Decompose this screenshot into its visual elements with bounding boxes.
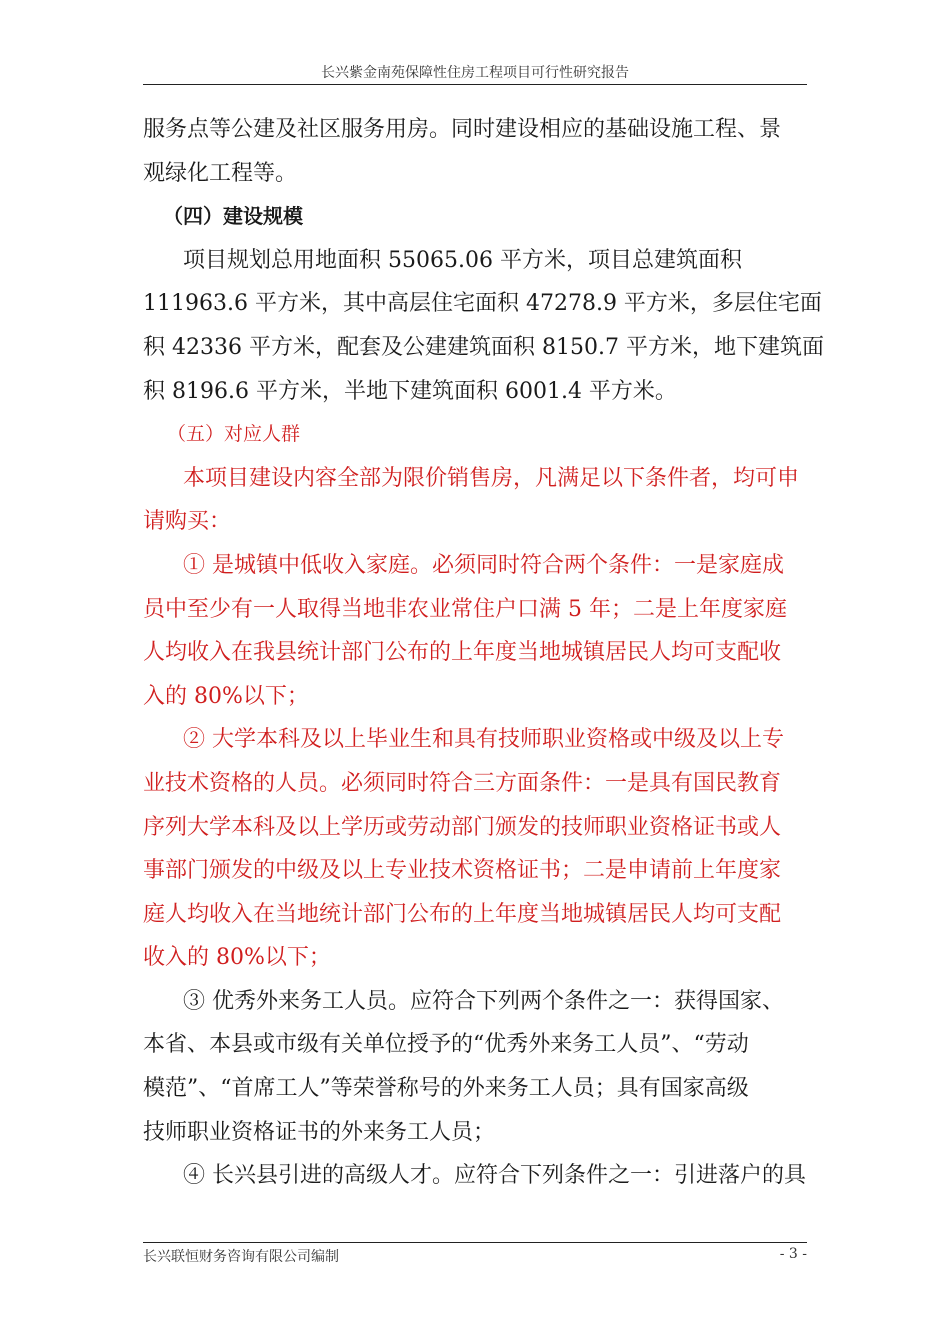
condition-3-line: 技师职业资格证书的外来务工人员； (143, 1119, 496, 1145)
page-header: 长兴紫金南苑保障性住房工程项目可行性研究报告 (321, 65, 629, 81)
footer-publisher: 长兴联恒财务咨询有限公司编制 (143, 1249, 339, 1265)
condition-2-line: 事部门颁发的中级及以上专业技术资格证书；二是申请前上年度家 (143, 858, 782, 884)
paragraph-line: 请购买： (143, 509, 232, 535)
page-number: - 3 - (779, 1246, 807, 1262)
condition-1-line: ① 是城镇中低收入家庭。必须同时符合两个条件：一是家庭成 (183, 552, 784, 578)
paragraph-line: 项目规划总用地面积 55065.06 平方米，项目总建筑面积 (183, 247, 742, 273)
paragraph-line: 观绿化工程等。 (143, 160, 298, 186)
condition-3-line: 模范”、“首席工人”等荣誉称号的外来务工人员；具有国家高级 (143, 1076, 749, 1102)
footer-rule (143, 1242, 807, 1243)
condition-2-line: 收入的 80%以下； (143, 945, 331, 971)
condition-2-line: ② 大学本科及以上毕业生和具有技师职业资格或中级及以上专 (183, 727, 784, 753)
paragraph-line: 服务点等公建及社区服务用房。同时建设相应的基础设施工程、景 (143, 117, 782, 142)
condition-2-line: 业技术资格的人员。必须同时符合三方面条件：一是具有国民教育 (143, 770, 782, 796)
section-heading-4: （四）建设规模 (163, 204, 303, 229)
section-heading-5: （五）对应人群 (167, 423, 301, 446)
condition-2-line: 序列大学本科及以上学历或劳动部门颁发的技师职业资格证书或人 (143, 814, 782, 840)
paragraph-line: 积 42336 平方米，配套及公建建筑面积 8150.7 平方米，地下建筑面 (143, 334, 824, 360)
condition-2-line: 庭人均收入在当地统计部门公布的上年度当地城镇居民人均可支配 (143, 901, 782, 927)
paragraph-line: 111963.6 平方米，其中高层住宅面积 47278.9 平方米，多层住宅面 (143, 291, 822, 317)
condition-3-line: 本省、本县或市级有关单位授予的“优秀外来务工人员”、“劳动 (143, 1032, 749, 1058)
condition-1-line: 员中至少有一人取得当地非农业常住户口满 5 年；二是上年度家庭 (143, 596, 787, 622)
condition-4-line: ④ 长兴县引进的高级人才。应符合下列条件之一：引进落户的具 (183, 1163, 806, 1189)
header-rule (143, 84, 807, 85)
condition-1-line: 人均收入在我县统计部门公布的上年度当地城镇居民人均可支配收 (143, 640, 782, 666)
paragraph-line: 本项目建设内容全部为限价销售房，凡满足以下条件者，均可申 (183, 465, 800, 491)
condition-1-line: 入的 80%以下； (143, 683, 309, 709)
document-body (143, 108, 824, 1198)
paragraph-line: 积 8196.6 平方米，半地下建筑面积 6001.4 平方米。 (143, 378, 677, 404)
condition-3-line: ③ 优秀外来务工人员。应符合下列两个条件之一：获得国家、 (183, 988, 784, 1014)
